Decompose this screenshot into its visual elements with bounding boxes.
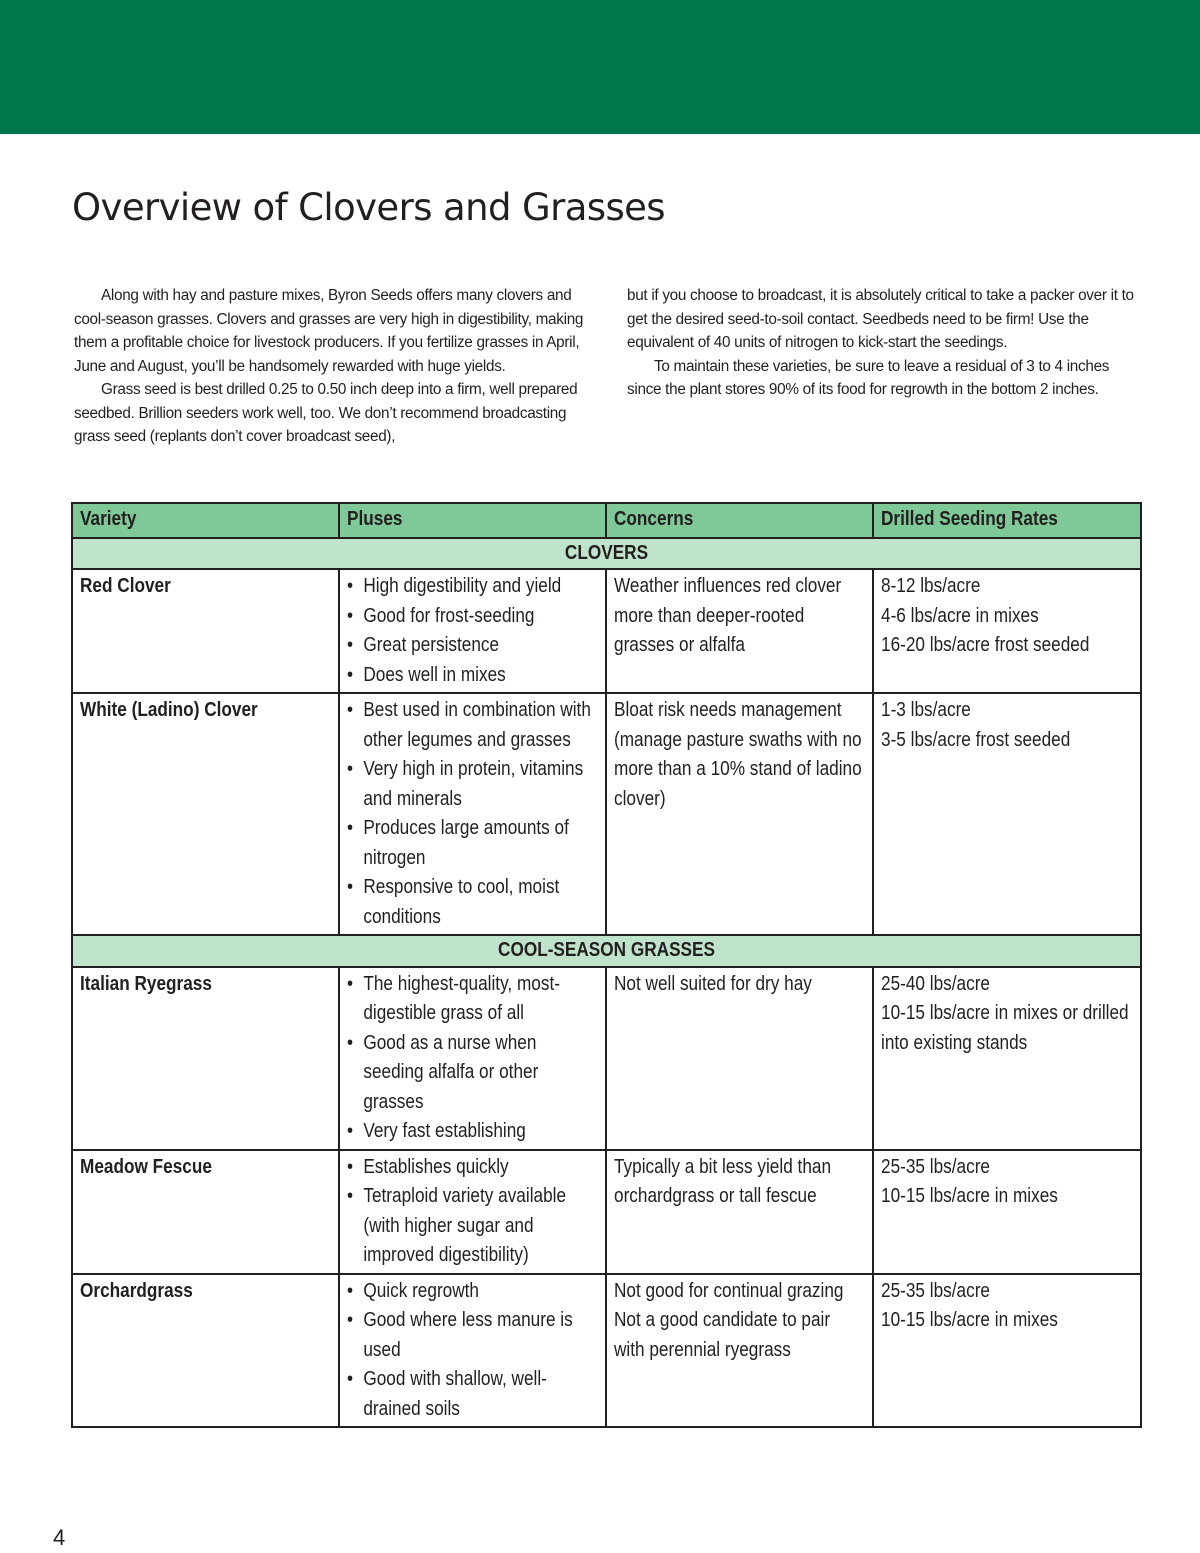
seeding-rate-text: 25-40 lbs/acre — [881, 972, 991, 995]
table-row — [72, 569, 1141, 693]
table-header-row — [72, 503, 1141, 538]
concern-text: Weather influences red clover more than deeper-rooted grasses or alfalfa — [614, 575, 842, 656]
concerns-cell — [606, 967, 873, 1150]
seeding-rate-text: 1-3 lbs/acre — [881, 699, 971, 721]
variety-cell: Italian Ryegrass — [72, 967, 339, 1150]
seeding-rate-text: 10-15 lbs/acre in mixes — [881, 1185, 1058, 1207]
seeding-rate-cell — [873, 967, 1141, 1150]
pluses-cell — [339, 1274, 606, 1428]
pluses-cell — [339, 569, 606, 693]
seeding-rate-cell — [873, 1150, 1141, 1274]
plus-item: • Great persistence — [347, 631, 596, 661]
column-header: Pluses — [339, 503, 606, 538]
seeding-rate-text: 25-35 lbs/acre — [881, 1279, 991, 1302]
intro-paragraph: Grass seed is best drilled 0.25 to 0.50 inch deep into a firm, well prepared seedbed. Brillion seeders work well, too. We don’t recommend broadcasting grass seed (replants don’t cover broadcast seed), — [74, 381, 578, 445]
section-header-row — [72, 538, 1141, 570]
seeding-rate-cell — [873, 569, 1141, 693]
page-number: 4 — [53, 1525, 66, 1550]
plus-item: • The highest-quality, most-digestible grass of all — [347, 970, 596, 1029]
seeding-rate-text: 8-12 lbs/acre — [881, 575, 981, 597]
seeding-rate-text: 4-6 lbs/acre in mixes — [881, 604, 1039, 627]
variety-cell: Red Clover — [72, 569, 339, 693]
column-header: Variety — [72, 503, 339, 538]
pluses-cell — [339, 1150, 606, 1274]
plus-item: • Produces large amounts of nitrogen — [347, 814, 596, 873]
seeding-rate-text: 10-15 lbs/acre in mixes or drilled into existing stands — [881, 1002, 1129, 1054]
plus-item: • Good where less manure is used — [347, 1306, 596, 1365]
concerns-cell — [606, 693, 873, 935]
seeding-rate-text: 16-20 lbs/acre frost seeded — [881, 634, 1090, 656]
concern-text: Bloat risk needs management (manage pasture swaths with no more than a 10% stand of ladino clover) — [614, 699, 862, 810]
concerns-cell — [606, 1274, 873, 1428]
plus-item: • Responsive to cool, moist conditions — [347, 873, 596, 932]
table-row — [72, 693, 1141, 935]
pluses-cell — [339, 967, 606, 1150]
header-band — [0, 0, 1200, 134]
concern-text: Not good for continual grazing — [614, 1279, 844, 1302]
concern-text: Typically a bit less yield than orchardgrass or tall fescue — [614, 1155, 832, 1207]
intro-paragraph: Along with hay and pasture mixes, Byron Seeds offers many clovers and cool-season grasses. Clovers and grasses are very high in digestibility, making them a profitable choice for livestock producers. If you fertilize grasses in April, June and August, you’ll be handsomely rewarded with huge yields. — [74, 287, 584, 375]
plus-item: • Good with shallow, well-drained soils — [347, 1365, 596, 1424]
seeding-rate-text: 3-5 lbs/acre frost seeded — [881, 728, 1071, 751]
intro-column-right — [627, 284, 1143, 402]
section-title: COOL-SEASON GRASSES — [72, 935, 1141, 967]
seeding-rate-text: 10-15 lbs/acre in mixes — [881, 1309, 1058, 1331]
pluses-cell — [339, 693, 606, 935]
variety-cell: White (Ladino) Clover — [72, 693, 339, 935]
table-row — [72, 967, 1141, 1150]
plus-item: • Best used in combination with other legumes and grasses — [347, 696, 596, 755]
column-header: Drilled Seeding Rates — [873, 503, 1141, 538]
section-title: CLOVERS — [72, 538, 1141, 570]
seeding-table — [71, 502, 1142, 1428]
seeding-rate-cell — [873, 1274, 1141, 1428]
concern-text: Not a good candidate to pair with perennial ryegrass — [614, 1309, 831, 1361]
plus-item: • Very fast establishing — [347, 1117, 596, 1147]
seeding-rate-cell — [873, 693, 1141, 935]
table-row — [72, 1274, 1141, 1428]
plus-item: • Good for frost-seeding — [347, 602, 596, 632]
intro-paragraph: To maintain these varieties, be sure to leave a residual of 3 to 4 inches since the plant stores 90% of its food for regrowth in the bottom 2 inches. — [627, 357, 1110, 398]
plus-item: • Very high in protein, vitamins and minerals — [347, 755, 596, 814]
variety-cell: Orchardgrass — [72, 1274, 339, 1428]
column-header: Concerns — [606, 503, 873, 538]
plus-item: • High digestibility and yield — [347, 572, 596, 602]
variety-cell: Meadow Fescue — [72, 1150, 339, 1274]
intro-column-left — [74, 284, 590, 449]
section-header-row — [72, 935, 1141, 967]
plus-item: • Quick regrowth — [347, 1277, 596, 1307]
concerns-cell — [606, 1150, 873, 1274]
intro-paragraph: but if you choose to broadcast, it is absolutely critical to take a packer over it to get the desired seed-to-soil contact. Seedbeds need to be firm! Use the equivalent of 40 units of nitrogen to kick-start the seedings. — [627, 287, 1134, 351]
plus-item: • Does well in mixes — [347, 661, 596, 691]
page-title: Overview of Clovers and Grasses — [72, 186, 665, 229]
seeding-rate-text: 25-35 lbs/acre — [881, 1155, 991, 1178]
table-row — [72, 1150, 1141, 1274]
plus-item: • Establishes quickly — [347, 1153, 596, 1183]
concern-text: Not well suited for dry hay — [614, 972, 812, 995]
plus-item: • Good as a nurse when seeding alfalfa or other grasses — [347, 1029, 596, 1118]
concerns-cell — [606, 569, 873, 693]
plus-item: • Tetraploid variety available (with higher sugar and improved digestibility) — [347, 1182, 596, 1271]
